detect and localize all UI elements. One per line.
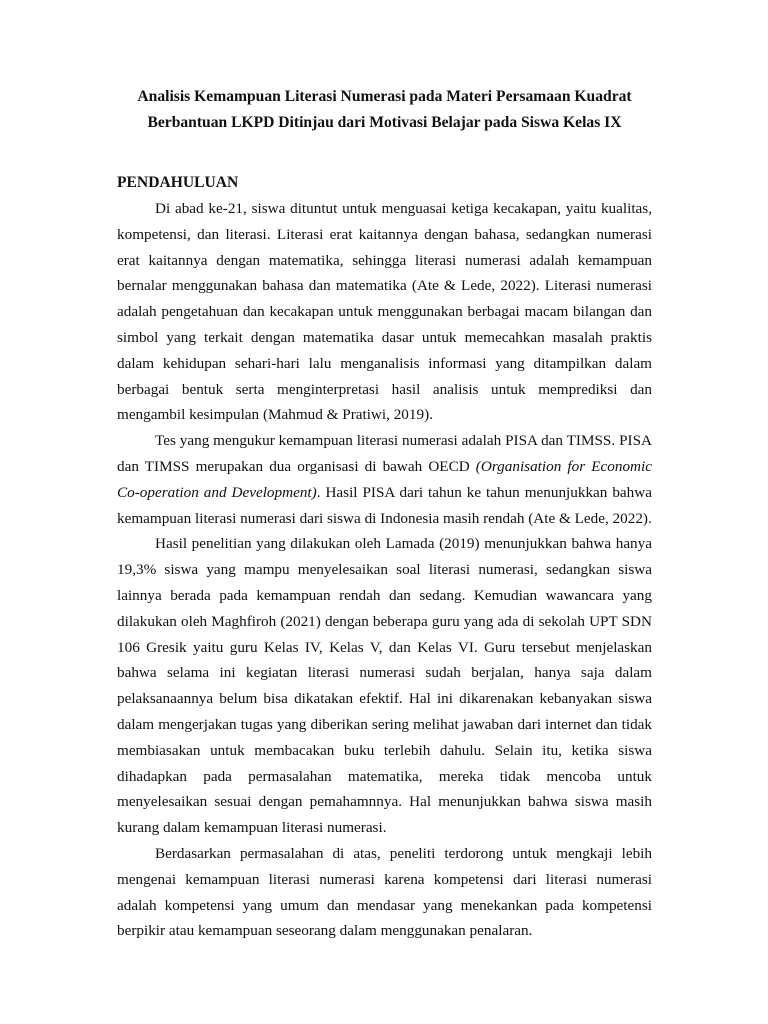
title-line-1: Analisis Kemampuan Literasi Numerasi pada Materi Persamaan Kuadrat: [137, 88, 632, 105]
paragraph-4: Berdasarkan permasalahan di atas, peneliti terdorong untuk mengkaji lebih mengenai kemampuan literasi numerasi karena kompetensi dari literasi numerasi adalah kompetensi yang umum dan mendasar yang menekankan pada kompetensi berpikir atau kemampuan seseorang dalam menggunakan penalaran.: [117, 844, 652, 940]
document-page: [117, 84, 652, 944]
title-line-2: Berbantuan LKPD Ditinjau dari Motivasi Belajar pada Siswa Kelas IX: [147, 114, 622, 131]
paragraph-2-text-a: Tes yang mengukur kemampuan literasi numerasi adalah PISA dan TIMSS. PISA dan TIMSS merupakan dua organisasi di bawah OECD: [117, 432, 652, 475]
paragraph-1: Di abad ke-21, siswa dituntut untuk menguasai ketiga kecakapan, yaitu kualitas, kompetensi, dan literasi. Literasi erat kaitannya dengan bahasa, sedangkan numerasi erat kaitannya dengan matematika, sehingga literasi numerasi adalah kemampuan bernalar menggunakan bahasa dan matematika (Ate & Lede, 2022). Literasi numerasi adalah pengetahuan dan kecakapan untuk menggunakan berbagai macam bilangan dan simbol yang terkait dengan matematika dasar untuk memecahkan masalah praktis dalam kehidupan sehari-hari lalu menganalisis informasi yang ditampilkan dalam berbagai bentuk serta menginterpretasi hasil analisis untuk memprediksi dan mengambil kesimpulan (Mahmud & Pratiwi, 2019).: [117, 200, 652, 424]
paragraph-2-text-b: . Hasil PISA dari tahun ke tahun menunjukkan bahwa kemampuan literasi numerasi dari siswa di Indonesia masih rendah (Ate & Lede, 2022).: [117, 483, 652, 527]
document-title: [117, 84, 652, 136]
paragraph-2: [117, 428, 652, 531]
paragraph-3: Hasil penelitian yang dilakukan oleh Lamada (2019) menunjukkan bahwa hanya 19,3% siswa yang mampu menyelesaikan soal literasi numerasi, sedangkan siswa lainnya berada pada kemampuan rendah dan sedang. Kemudian wawancara yang dilakukan oleh Maghfiroh (2021) dengan beberapa guru yang ada di sekolah UPT SDN 106 Gresik yaitu guru Kelas IV, Kelas V, dan Kelas VI. Guru tersebut menjelaskan bahwa selama ini kegiatan literasi numerasi sudah berjalan, hanya saja dalam pelaksanaannya belum bisa dikatakan efektif. Hal ini dikarenakan kebanyakan siswa dalam mengerjakan tugas yang diberikan sering melihat jawaban dari internet dan tidak membiasakan untuk membacakan buku terlebih dahulu. Selain itu, ketika siswa dihadapkan pada permasalahan matematika, mereka tidak mencoba untuk menyelesaikan sesuai dengan pemahamnnya. Hal menunjukkan bahwa siswa masih kurang dalam kemampuan literasi numerasi.: [117, 535, 652, 837]
section-heading: PENDAHULUAN: [117, 174, 239, 191]
paragraph-2-italic-term: (Organisation for Economic Co-operation and Development): [117, 457, 652, 501]
